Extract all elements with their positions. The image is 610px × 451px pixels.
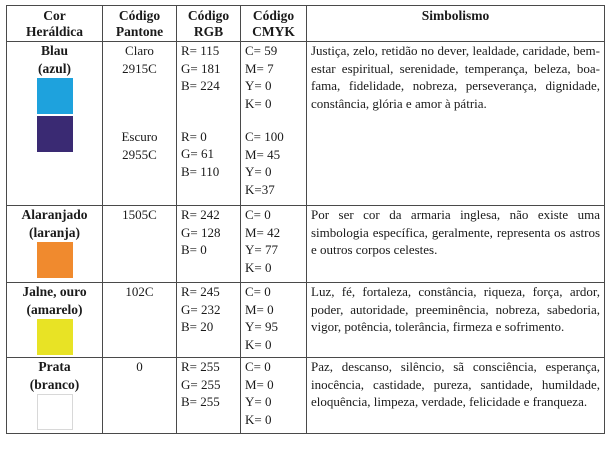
header-pantone: Código Pantone xyxy=(103,6,177,42)
table-row-alaranjado xyxy=(7,206,605,283)
color-alt-name: (laranja) xyxy=(29,224,80,240)
color-name-cell xyxy=(7,283,103,358)
color-alt-name: (azul) xyxy=(38,60,71,76)
cmyk-cell: C= 59 M= 7 Y= 0 K= 0 C= 100 M= 45 Y= 0 K=37 xyxy=(241,42,307,206)
rgb-cell: R= 245 G= 232 B= 20 xyxy=(177,283,241,358)
color-name: Jalne, ouro xyxy=(22,284,87,299)
table-header-row xyxy=(7,6,605,42)
header-cmyk: Código CMYK xyxy=(241,6,307,42)
cmyk-cell: C= 0 M= 42 Y= 77 K= 0 xyxy=(241,206,307,283)
color-name-cell xyxy=(7,206,103,283)
rgb-cell: R= 242 G= 128 B= 0 xyxy=(177,206,241,283)
pantone-cell: 102C xyxy=(103,283,177,358)
symbolism-cell: Por ser cor da armaria inglesa, não existe uma simbologia específica, geralmente, representa os astros e outros corpos celestes. xyxy=(307,206,605,283)
cmyk-cell: C= 0 M= 0 Y= 95 K= 0 xyxy=(241,283,307,358)
header-cor: Cor Heráldica xyxy=(7,6,103,42)
cmyk-cell: C= 0 M= 0 Y= 0 K= 0 xyxy=(241,358,307,434)
color-name-cell xyxy=(7,42,103,206)
table-row-blau xyxy=(7,42,605,206)
table-row-jalne xyxy=(7,283,605,358)
color-name-cell xyxy=(7,358,103,434)
color-swatch xyxy=(37,319,73,355)
rgb-cell: R= 255 G= 255 B= 255 xyxy=(177,358,241,434)
color-swatch-dark xyxy=(37,116,73,152)
heraldic-colors-table xyxy=(6,5,605,434)
symbolism-cell: Justiça, zelo, retidão no dever, lealdade, caridade, bem-estar espiritual, serenidade, temperança, beleza, boa-fama, fidelidade, nobreza, perseverança, dignidade, constância, glória e amor à pátria. xyxy=(307,42,605,206)
color-alt-name: (amarelo) xyxy=(26,301,83,317)
color-name: Alaranjado xyxy=(21,207,88,222)
color-name: Prata xyxy=(38,359,71,374)
color-name: Blau xyxy=(40,43,68,58)
table-row-prata xyxy=(7,358,605,434)
document-page xyxy=(6,5,604,446)
pantone-cell: Claro 2915C Escuro 2955C xyxy=(103,42,177,206)
symbolism-cell: Luz, fé, fortaleza, constância, riqueza, força, ardor, poder, autoridade, preeminência, nobreza, sabedoria, vigor, potência, tolerância, firmeza e sofrimento. xyxy=(307,283,605,358)
color-swatch-light xyxy=(37,78,73,114)
pantone-cell: 0 xyxy=(103,358,177,434)
header-rgb: Código RGB xyxy=(177,6,241,42)
header-simbolismo: Simbolismo xyxy=(307,6,605,42)
color-swatch xyxy=(37,242,73,278)
color-swatch xyxy=(37,394,73,430)
rgb-cell: R= 115 G= 181 B= 224 R= 0 G= 61 B= 110 xyxy=(177,42,241,206)
color-alt-name: (branco) xyxy=(29,376,80,392)
symbolism-cell: Paz, descanso, silêncio, sã consciência, esperança, inocência, castidade, pureza, santidade, humildade, eloquência, limpeza, verdade, felicidade e franqueza. xyxy=(307,358,605,434)
pantone-cell: 1505C xyxy=(103,206,177,283)
